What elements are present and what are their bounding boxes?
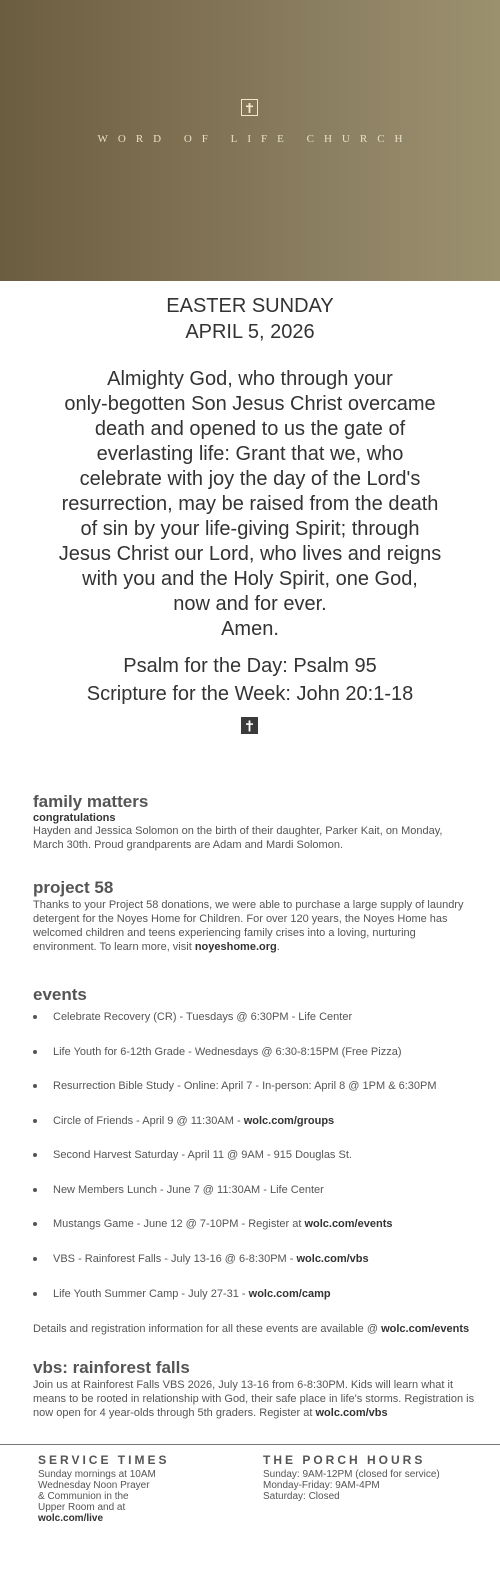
vbs-link[interactable]: wolc.com/vbs (296, 1253, 369, 1265)
live-link[interactable]: wolc.com/live (38, 1513, 104, 1524)
scripture-reading: Scripture for the Week: John 20:1-18 (86, 683, 414, 705)
collect-prayer (45, 367, 455, 642)
events-details-link[interactable]: wolc.com/events (381, 1323, 470, 1335)
prayer-line: only-begotten Son Jesus Christ overcame (64, 393, 436, 415)
service-name: EASTER SUNDAY (166, 295, 334, 317)
vbs-section (33, 1358, 478, 1420)
vbs-register-link[interactable]: wolc.com/vbs (315, 1407, 388, 1419)
prayer-line: resurrection, may be raised from the death (61, 493, 439, 515)
events-title: events (33, 985, 87, 1004)
service-date (0, 293, 500, 345)
bullet (33, 1153, 37, 1157)
family-matters-section (33, 792, 473, 852)
section-title: family matters (33, 792, 149, 811)
footer-heading: THE PORCH HOURS (263, 1453, 426, 1467)
prayer-amen: Amen. (221, 618, 279, 640)
readings (0, 652, 500, 708)
bullet (33, 1222, 37, 1226)
section-subtitle: congratulations (33, 812, 116, 824)
bullet (33, 1050, 37, 1054)
events-details: Details and registration information for all these events are available @ wolc.com/events (33, 1323, 470, 1335)
church-name: WORD OF LIFE CHURCH (97, 133, 413, 145)
footer-divider (0, 1444, 500, 1445)
prayer-line: celebrate with joy the day of the Lord's (79, 468, 421, 490)
service-day: APRIL 5, 2026 (185, 321, 315, 343)
bullet (33, 1015, 37, 1019)
prayer-line: now and for ever. (173, 593, 327, 615)
section-text: Thanks to your Project 58 donations, we were able to purchase a large supply of laundry detergent for the Noyes Home for Children. For over 120 years, the Noyes Home has welcomed children and teens experiencing family crises into a loving, nurturing environment. To learn more, visit noyeshome.org. (33, 899, 464, 953)
prayer-line: of sin by your life-giving Spirit; through (80, 518, 420, 540)
prayer-line: Almighty God, who through your (107, 368, 393, 390)
header-banner (0, 0, 500, 281)
camp-link[interactable]: wolc.com/camp (248, 1288, 331, 1300)
section-title: vbs: rainforest falls (33, 1358, 190, 1377)
prayer-line: death and opened to us the gate of (94, 418, 406, 440)
groups-link[interactable]: wolc.com/groups (243, 1115, 335, 1127)
bullet (33, 1257, 37, 1261)
bullet (33, 1188, 37, 1192)
prayer-line: with you and the Holy Spirit, one God, (82, 568, 418, 590)
footer-text: Sunday mornings at 10AM Wednesday Noon Prayer & Communion in the Upper Room and at wolc.com/live (38, 1469, 156, 1524)
cross-logo-icon (241, 99, 258, 116)
section-title: project 58 (33, 878, 114, 897)
section-text: Join us at Rainforest Falls VBS 2026, July 13-16 from 6-8:30PM. Kids will learn what it means to be rooted in relationship with God, their safe place in life's storms. Registration is now open for 4 year-olds through 5th graders. Register at wolc.com/vbs (33, 1379, 475, 1419)
footer-text: Sunday: 9AM-12PM (closed for service) Monday-Friday: 9AM-4PM Saturday: Closed (263, 1469, 440, 1502)
project58-section (33, 878, 473, 954)
psalm-reading: Psalm for the Day: Psalm 95 (123, 655, 377, 677)
cross-divider-icon (241, 717, 258, 734)
noyeshome-link[interactable]: noyeshome.org (194, 941, 277, 953)
section-text: Hayden and Jessica Solomon on the birth of their daughter, Parker Kait, on Monday, March 30th. Proud grandparents are Adam and Mardi Solomon. (33, 825, 443, 851)
events-link[interactable]: wolc.com/events (304, 1218, 393, 1230)
bullet (33, 1292, 37, 1296)
bullet (33, 1084, 37, 1088)
prayer-line: Jesus Christ our Lord, who lives and reigns (58, 543, 442, 565)
footer-heading: SERVICE TIMES (38, 1453, 170, 1467)
bullet (33, 1119, 37, 1123)
service-times (38, 1453, 218, 1524)
prayer-line: everlasting life: Grant that we, who (96, 443, 404, 465)
porch-hours (263, 1453, 493, 1502)
